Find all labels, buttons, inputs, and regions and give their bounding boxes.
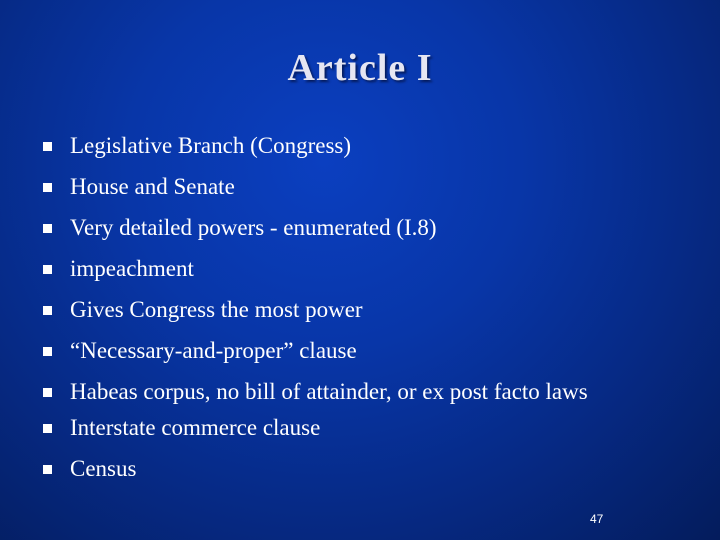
slide-title: Article I [287,47,433,89]
bullet-item [0,173,660,200]
bullet-text: Census [70,456,137,481]
bullet-item [0,214,660,241]
bullet-text: Very detailed powers - enumerated (I.8) [70,215,437,240]
bullet-text: Habeas corpus, no bill of attainder, or ex post facto laws [70,379,588,404]
square-bullet-icon [43,306,52,315]
square-bullet-icon [43,183,52,192]
bullet-item [0,455,660,482]
square-bullet-icon [43,424,52,433]
bullet-text: Gives Congress the most power [70,297,363,322]
square-bullet-icon [43,388,52,397]
bullet-text: House and Senate [70,174,235,199]
bullet-text: Legislative Branch (Congress) [70,133,352,158]
bullet-item [0,296,660,323]
bullet-text: Interstate commerce clause [70,415,321,440]
bullet-item [0,337,660,364]
page-number: 47 [590,512,604,526]
square-bullet-icon [43,347,52,356]
bullet-text: impeachment [70,256,194,281]
bullet-item [0,132,660,159]
bullet-text: “Necessary-and-proper” clause [70,338,357,363]
square-bullet-icon [43,142,52,151]
square-bullet-icon [43,224,52,233]
bullet-item [0,414,660,441]
bullet-item [0,378,660,405]
bullet-item [0,255,660,282]
square-bullet-icon [43,465,52,474]
square-bullet-icon [43,265,52,274]
bullet-list [0,132,720,496]
